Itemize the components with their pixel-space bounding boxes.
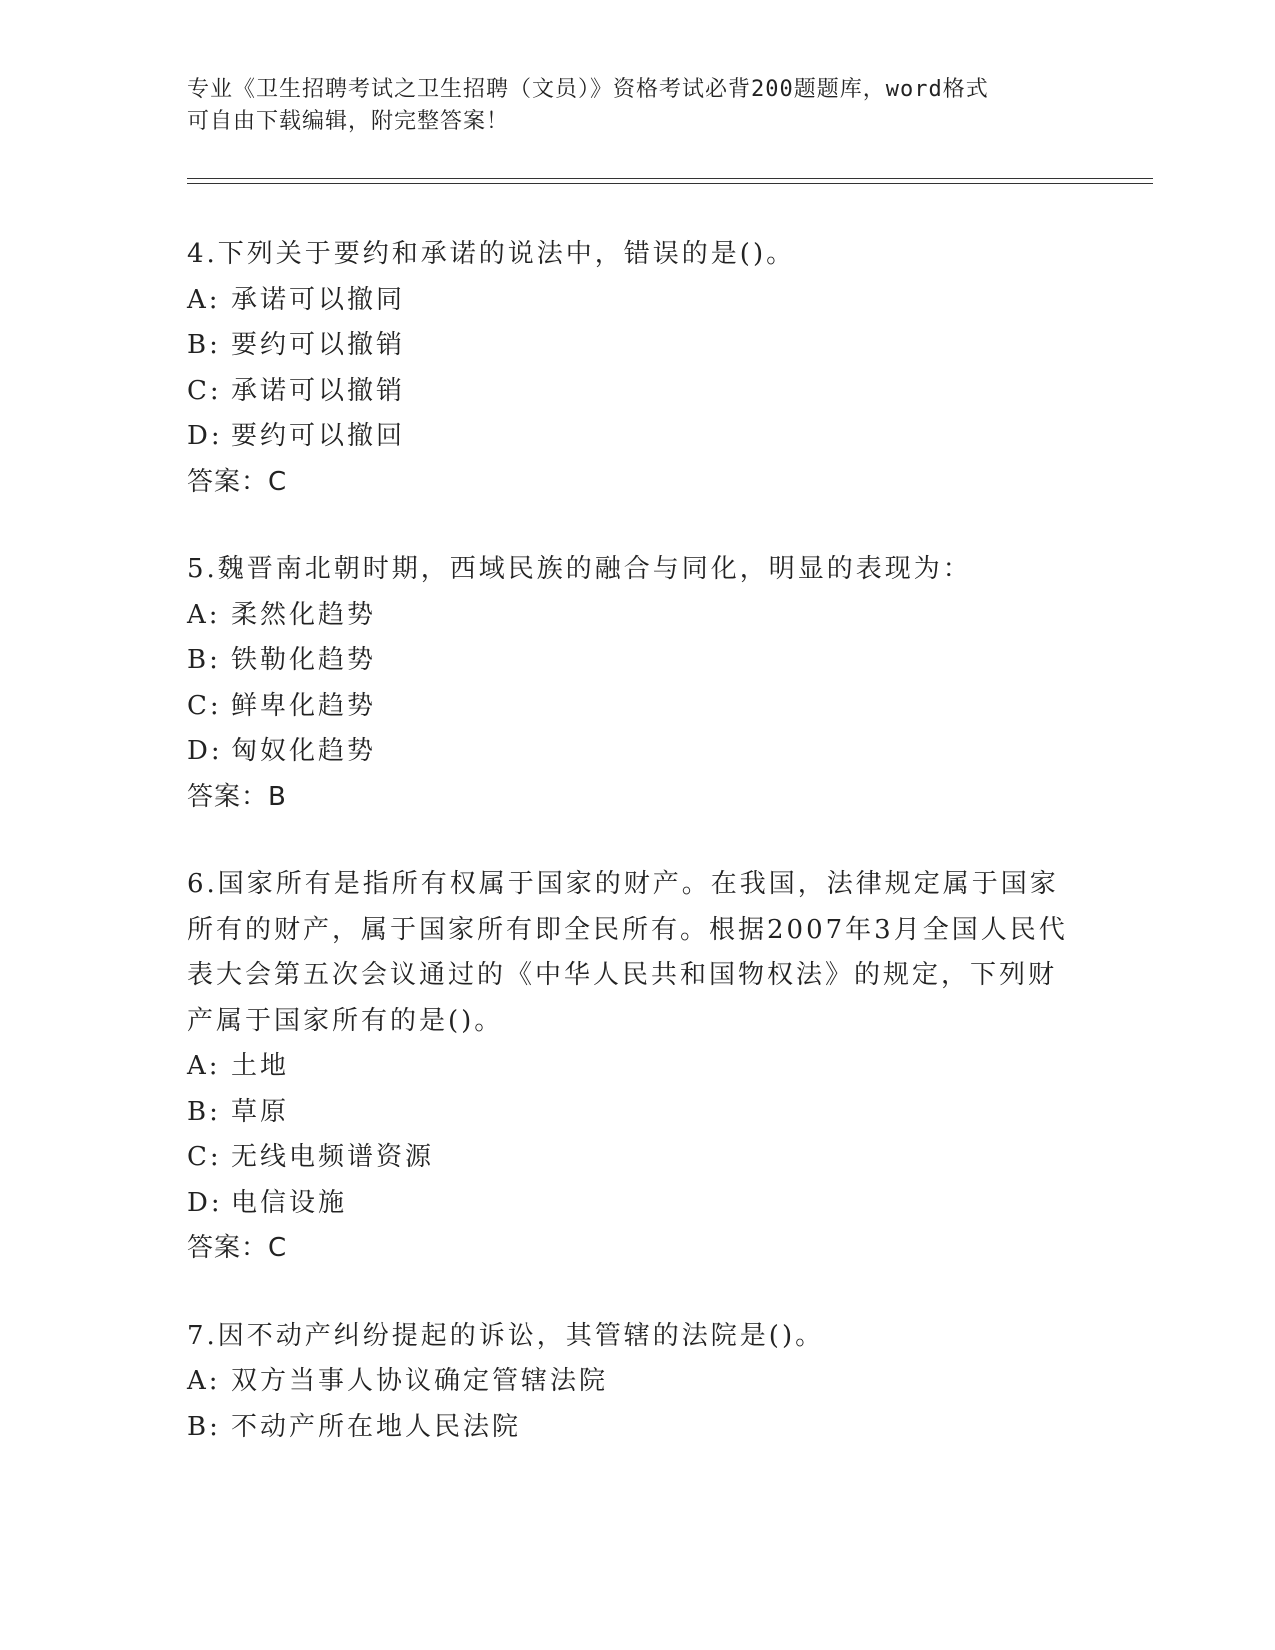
question-text [187,547,1087,593]
option-text: 无线电频谱资源 [231,1142,435,1172]
option-c [187,684,1087,730]
option-text: 草原 [231,1096,290,1127]
header-line-2: 可自由下载编辑，附完整答案！ [187,109,510,134]
question-line: 7.因不动产纠纷提起的诉讼，其管辖的法院是()。 [187,1320,825,1351]
question-text [187,232,1087,278]
option-letter: C: [187,375,222,406]
answer-line: 答案：C [187,1233,288,1263]
option-text: 要约可以撤回 [231,421,406,451]
question-line: 6.国家所有是指所有权属于国家的财产。在我国，法律规定属于国家 [187,869,1059,899]
option-letter: C: [187,1142,222,1172]
option-text: 承诺可以撤同 [231,284,406,315]
option-text: 不动产所在地人民法院 [231,1411,522,1442]
option-a [187,1359,1087,1405]
option-letter: B: [187,645,221,675]
header-line-1: 专业《卫生招聘考试之卫生招聘（文员）》资格考试必背200题题库，word格式 [187,77,989,102]
option-d [187,1181,1087,1227]
question-line: 表大会第五次会议通过的《中华人民共和国物权法》的规定，下列财 [187,960,1058,990]
option-a [187,593,1087,639]
option-b [187,1090,1087,1136]
option-text: 承诺可以撤销 [231,375,406,406]
option-d [187,729,1087,775]
option-text: 双方当事人协议确定管辖法院 [231,1366,609,1396]
question-4 [187,232,1087,505]
option-c [187,1135,1087,1181]
option-letter: A: [187,1366,221,1396]
option-letter: A: [187,599,221,630]
option-a [187,278,1087,324]
question-line: 所有的财产，属于国家所有即全民所有。根据2007年3月全国人民代 [187,914,1068,945]
option-b [187,638,1087,684]
option-text: 铁勒化趋势 [231,645,377,675]
option-text: 电信设施 [231,1187,348,1218]
option-text: 土地 [231,1051,290,1081]
option-c [187,369,1087,415]
question-line: 5.魏晋南北朝时期，西域民族的融合与同化，明显的表现为： [187,554,972,584]
option-text: 鲜卑化趋势 [231,690,377,721]
answer-line: 答案：C [187,466,288,497]
question-6 [187,862,1087,1272]
question-list [187,232,1087,1492]
option-letter: B: [187,330,221,360]
question-line: 4.下列关于要约和承诺的说法中，错误的是()。 [187,239,796,269]
question-7 [187,1314,1087,1451]
question-text [187,1314,1087,1360]
option-text: 要约可以撤销 [231,330,406,360]
header-rule-top [187,178,1153,179]
option-letter: D: [187,1187,223,1218]
option-text: 柔然化趋势 [231,599,377,630]
option-letter: B: [187,1096,221,1127]
document-header [187,74,1067,138]
question-line: 产属于国家所有的是()。 [187,1005,504,1036]
header-rule-bottom [187,183,1153,184]
option-a [187,1044,1087,1090]
option-letter: A: [187,284,221,315]
option-letter: D: [187,736,223,766]
option-letter: B: [187,1411,221,1442]
answer-line: 答案：B [187,781,287,812]
option-d [187,414,1087,460]
option-b [187,323,1087,369]
question-5 [187,547,1087,820]
option-letter: D: [187,421,223,451]
option-text: 匈奴化趋势 [231,736,377,766]
question-text [187,862,1087,1044]
option-b [187,1405,1087,1451]
option-letter: A: [187,1051,221,1081]
option-letter: C: [187,690,222,721]
